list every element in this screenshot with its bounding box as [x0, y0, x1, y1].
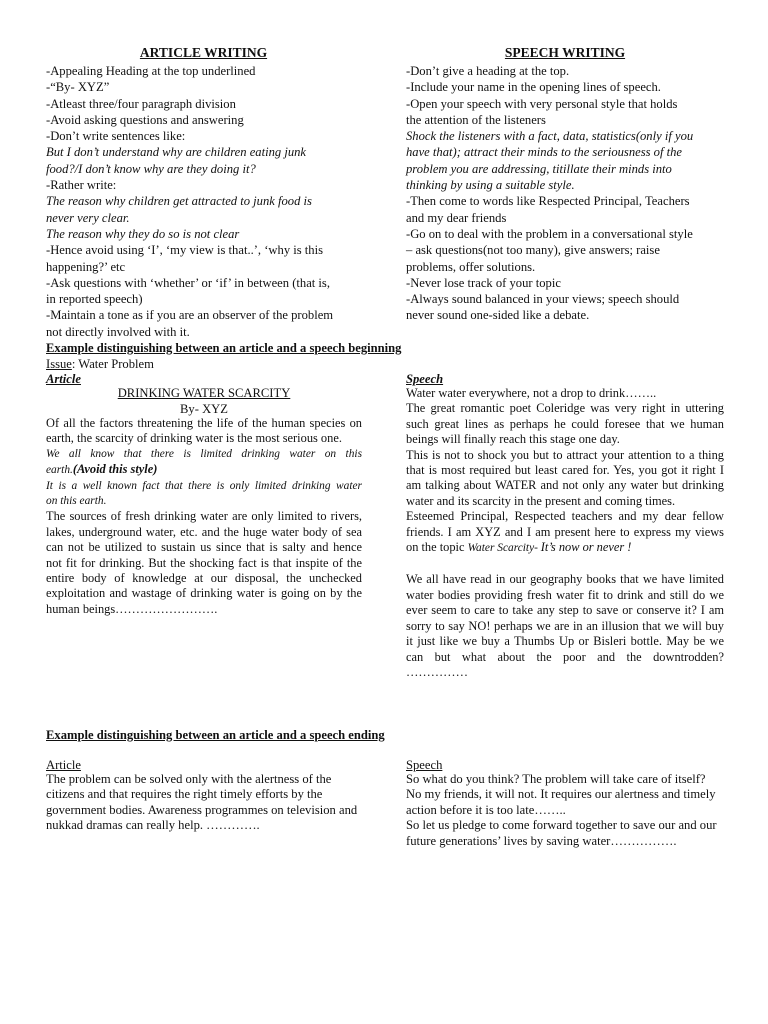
speech-opening-line: Water water everywhere, not a drop to drink…….. — [406, 386, 657, 400]
rule-line: -Include your name in the opening lines of speech. — [406, 80, 661, 95]
speech-text-line: that is most required but least cared for. Yes, you got it right I — [406, 463, 724, 478]
rule-line: -Always sound balanced in your views; speech should — [406, 292, 680, 307]
rule-line: -Maintain a tone as if you are an observer of the problem — [46, 308, 334, 323]
ending-article-body — [46, 772, 376, 834]
article-body — [46, 416, 362, 617]
speech-writing-heading: SPEECH WRITING — [504, 45, 626, 60]
speech-text-line: ever seem to care to take any step to save or conserve it? I am — [406, 603, 724, 618]
rule-line: -Ask questions with ‘whether’ or ‘if’ in between (that is, — [46, 275, 330, 290]
rule-line: -Never lose track of your topic — [406, 275, 561, 290]
issue-value: : Water Problem — [71, 357, 154, 371]
speech-body — [406, 386, 724, 680]
article-text-line: entire body of knowledge at our disposal, the unchecked — [46, 571, 362, 586]
rule-line: -Then come to words like Respected Principal, Teachers — [406, 194, 690, 209]
rather-write-label: -Rather write: — [46, 178, 117, 193]
shock-tip-line: thinking by using a suitable style. — [406, 178, 575, 193]
speech-text-line: sorry to say NO! perhaps we are in an illusion that we will buy — [406, 618, 724, 633]
rule-line: in reported speech) — [46, 292, 143, 307]
speech-text-line: it just like we buy a Thumbs Up or Bisleri bottle. May be we — [406, 634, 724, 649]
article-label: Article — [46, 372, 81, 386]
rule-line: – ask questions(not too many), give answers; raise — [406, 243, 660, 258]
ending-article-line: citizens and that requires the right timely efforts by the — [46, 787, 323, 802]
rule-line: -Avoid asking questions and answering — [46, 112, 244, 127]
article-text-line: The sources of fresh drinking water are only limited to rivers, — [46, 509, 362, 524]
rule-line: the attention of the listeners — [406, 112, 546, 127]
speech-text-line: water and its scarcity in the present and coming times. — [406, 493, 676, 508]
speech-text-line: water bodies providing fresh water fit to drink and still do we — [406, 587, 724, 602]
rule-line: and my dear friends — [406, 210, 507, 225]
rule-line: -Hence avoid using ‘I’, ‘my view is that..’, ‘why is this — [46, 243, 324, 258]
shock-tip-line: have that); attract their minds to the seriousness of the — [406, 145, 682, 160]
ending-speech-body — [406, 772, 736, 849]
speech-text-line: such great lines as perhaps he could foresee that we human — [406, 416, 724, 431]
article-text-line: can not be utilized to sustain us since that is salty and hence — [46, 540, 362, 555]
alternative-example-line: It is a well known fact that there is only limited drinking water — [46, 479, 362, 492]
rule-line: never sound one-sided like a debate. — [406, 308, 590, 323]
speech-topic: Water Scarcity- — [467, 542, 541, 555]
ending-article-line: The problem can be solved only with the alertness of the — [46, 772, 332, 786]
ending-article-line: government bodies. Awareness programmes on television and — [46, 802, 358, 817]
rule-line: -“By- XYZ” — [46, 80, 110, 95]
avoid-example-end: earth. — [46, 464, 73, 477]
speech-topic-tagline: It’s now or never ! — [540, 540, 632, 555]
ending-speech-line: So let us pledge to come forward together to save our and our — [406, 818, 717, 833]
article-text-line: human beings……………………. — [46, 601, 218, 616]
article-text-line: Of all the factors threatening the life of the human species on — [46, 416, 362, 430]
rule-line: happening?’ etc — [46, 259, 126, 274]
rule-line: not directly involved with it. — [46, 324, 190, 339]
speech-text-line: This is not to shock you but to attract your attention to a thing — [406, 447, 724, 462]
ending-speech-line: future generations’ lives by saving water……………. — [406, 833, 677, 848]
ending-speech-label: Speech — [406, 758, 443, 772]
issue-line — [46, 356, 154, 372]
rule-line: problems, offer solutions. — [406, 259, 536, 274]
good-example-line: The reason why they do so is not clear — [46, 226, 240, 241]
good-example-line: The reason why children get attracted to junk food is — [46, 194, 312, 209]
rule-line: -Don’t write sentences like: — [46, 129, 186, 144]
shock-tip-line: problem you are addressing, titillate their minds into — [406, 161, 672, 176]
ending-speech-line: action before it is too late…….. — [406, 802, 566, 817]
speech-text-line: The great romantic poet Coleridge was very right in uttering — [406, 401, 724, 416]
article-byline: By- XYZ — [180, 402, 228, 416]
rule-line: -Go on to deal with the problem in a conversational style — [406, 226, 693, 241]
rule-line: -Atleast three/four paragraph division — [46, 96, 236, 111]
article-writing-heading: ARTICLE WRITING — [139, 45, 268, 60]
rule-line: -Open your speech with very personal style that holds — [406, 96, 678, 111]
shock-tip-line: Shock the listeners with a fact, data, statistics(only if you — [406, 129, 694, 144]
speech-label: Speech — [406, 372, 444, 386]
speech-text-line: Esteemed Principal, Respected teachers and my dear fellow — [406, 509, 724, 524]
speech-writing-rules — [406, 63, 736, 324]
ending-article-label: Article — [46, 758, 81, 772]
alternative-example-line: on this earth. — [46, 495, 107, 508]
speech-topic-line — [406, 540, 724, 556]
paragraph-gap — [406, 556, 724, 572]
good-example-line: never very clear. — [46, 210, 130, 225]
issue-label: Issue — [46, 357, 72, 371]
speech-text-line: am talking about WATER and not only any water but drinking — [406, 478, 724, 493]
speech-text-line: friends. I am XYZ and I am present here to express my views — [406, 524, 724, 539]
bad-example-line: But I don’t understand why are children eating junk — [46, 145, 306, 160]
article-text-line: earth, the scarcity of drinking water is the most serious one. — [46, 431, 342, 446]
speech-topic-prefix: on the topic — [406, 540, 468, 555]
ending-speech-line: So what do you think? The problem will take care of itself? — [406, 772, 706, 786]
article-text-line: exploitation and wastage of drinking water is going on by the — [46, 586, 362, 601]
speech-text-line: beings will finally reach this stage one day. — [406, 432, 620, 447]
rule-line: -Appealing Heading at the top underlined — [46, 64, 256, 78]
ending-article-line: nukkad dramas can really help. …………. — [46, 818, 260, 833]
article-text-line: not fit for drinking. But the shocking fact is that inspite of the — [46, 555, 362, 570]
speech-text-line: can but what about the poor and the downtrodden? — [406, 649, 724, 664]
avoid-style-note: (Avoid this style) — [72, 462, 158, 477]
bad-example-line: food?/I don’t know why are they doing it? — [46, 161, 256, 176]
article-text-line: lakes, underground water, etc. and the huge water body of sea — [46, 524, 362, 539]
speech-text-line: …………… — [406, 664, 468, 679]
article-title: DRINKING WATER SCARCITY — [117, 386, 291, 400]
ending-example-heading: Example distinguishing between an article and a speech ending — [46, 728, 385, 742]
avoid-example-line: We all know that there is limited drinking water on this — [46, 447, 362, 460]
beginning-example-heading: Example distinguishing between an article and a speech beginning — [46, 341, 402, 355]
speech-text-line: We all have read in our geography books that we have limited — [406, 572, 724, 587]
avoid-example-line — [46, 462, 362, 478]
rule-line: -Don’t give a heading at the top. — [406, 64, 570, 78]
article-writing-rules — [46, 63, 376, 340]
ending-speech-line: No my friends, it will not. It requires our alertness and timely — [406, 787, 716, 802]
